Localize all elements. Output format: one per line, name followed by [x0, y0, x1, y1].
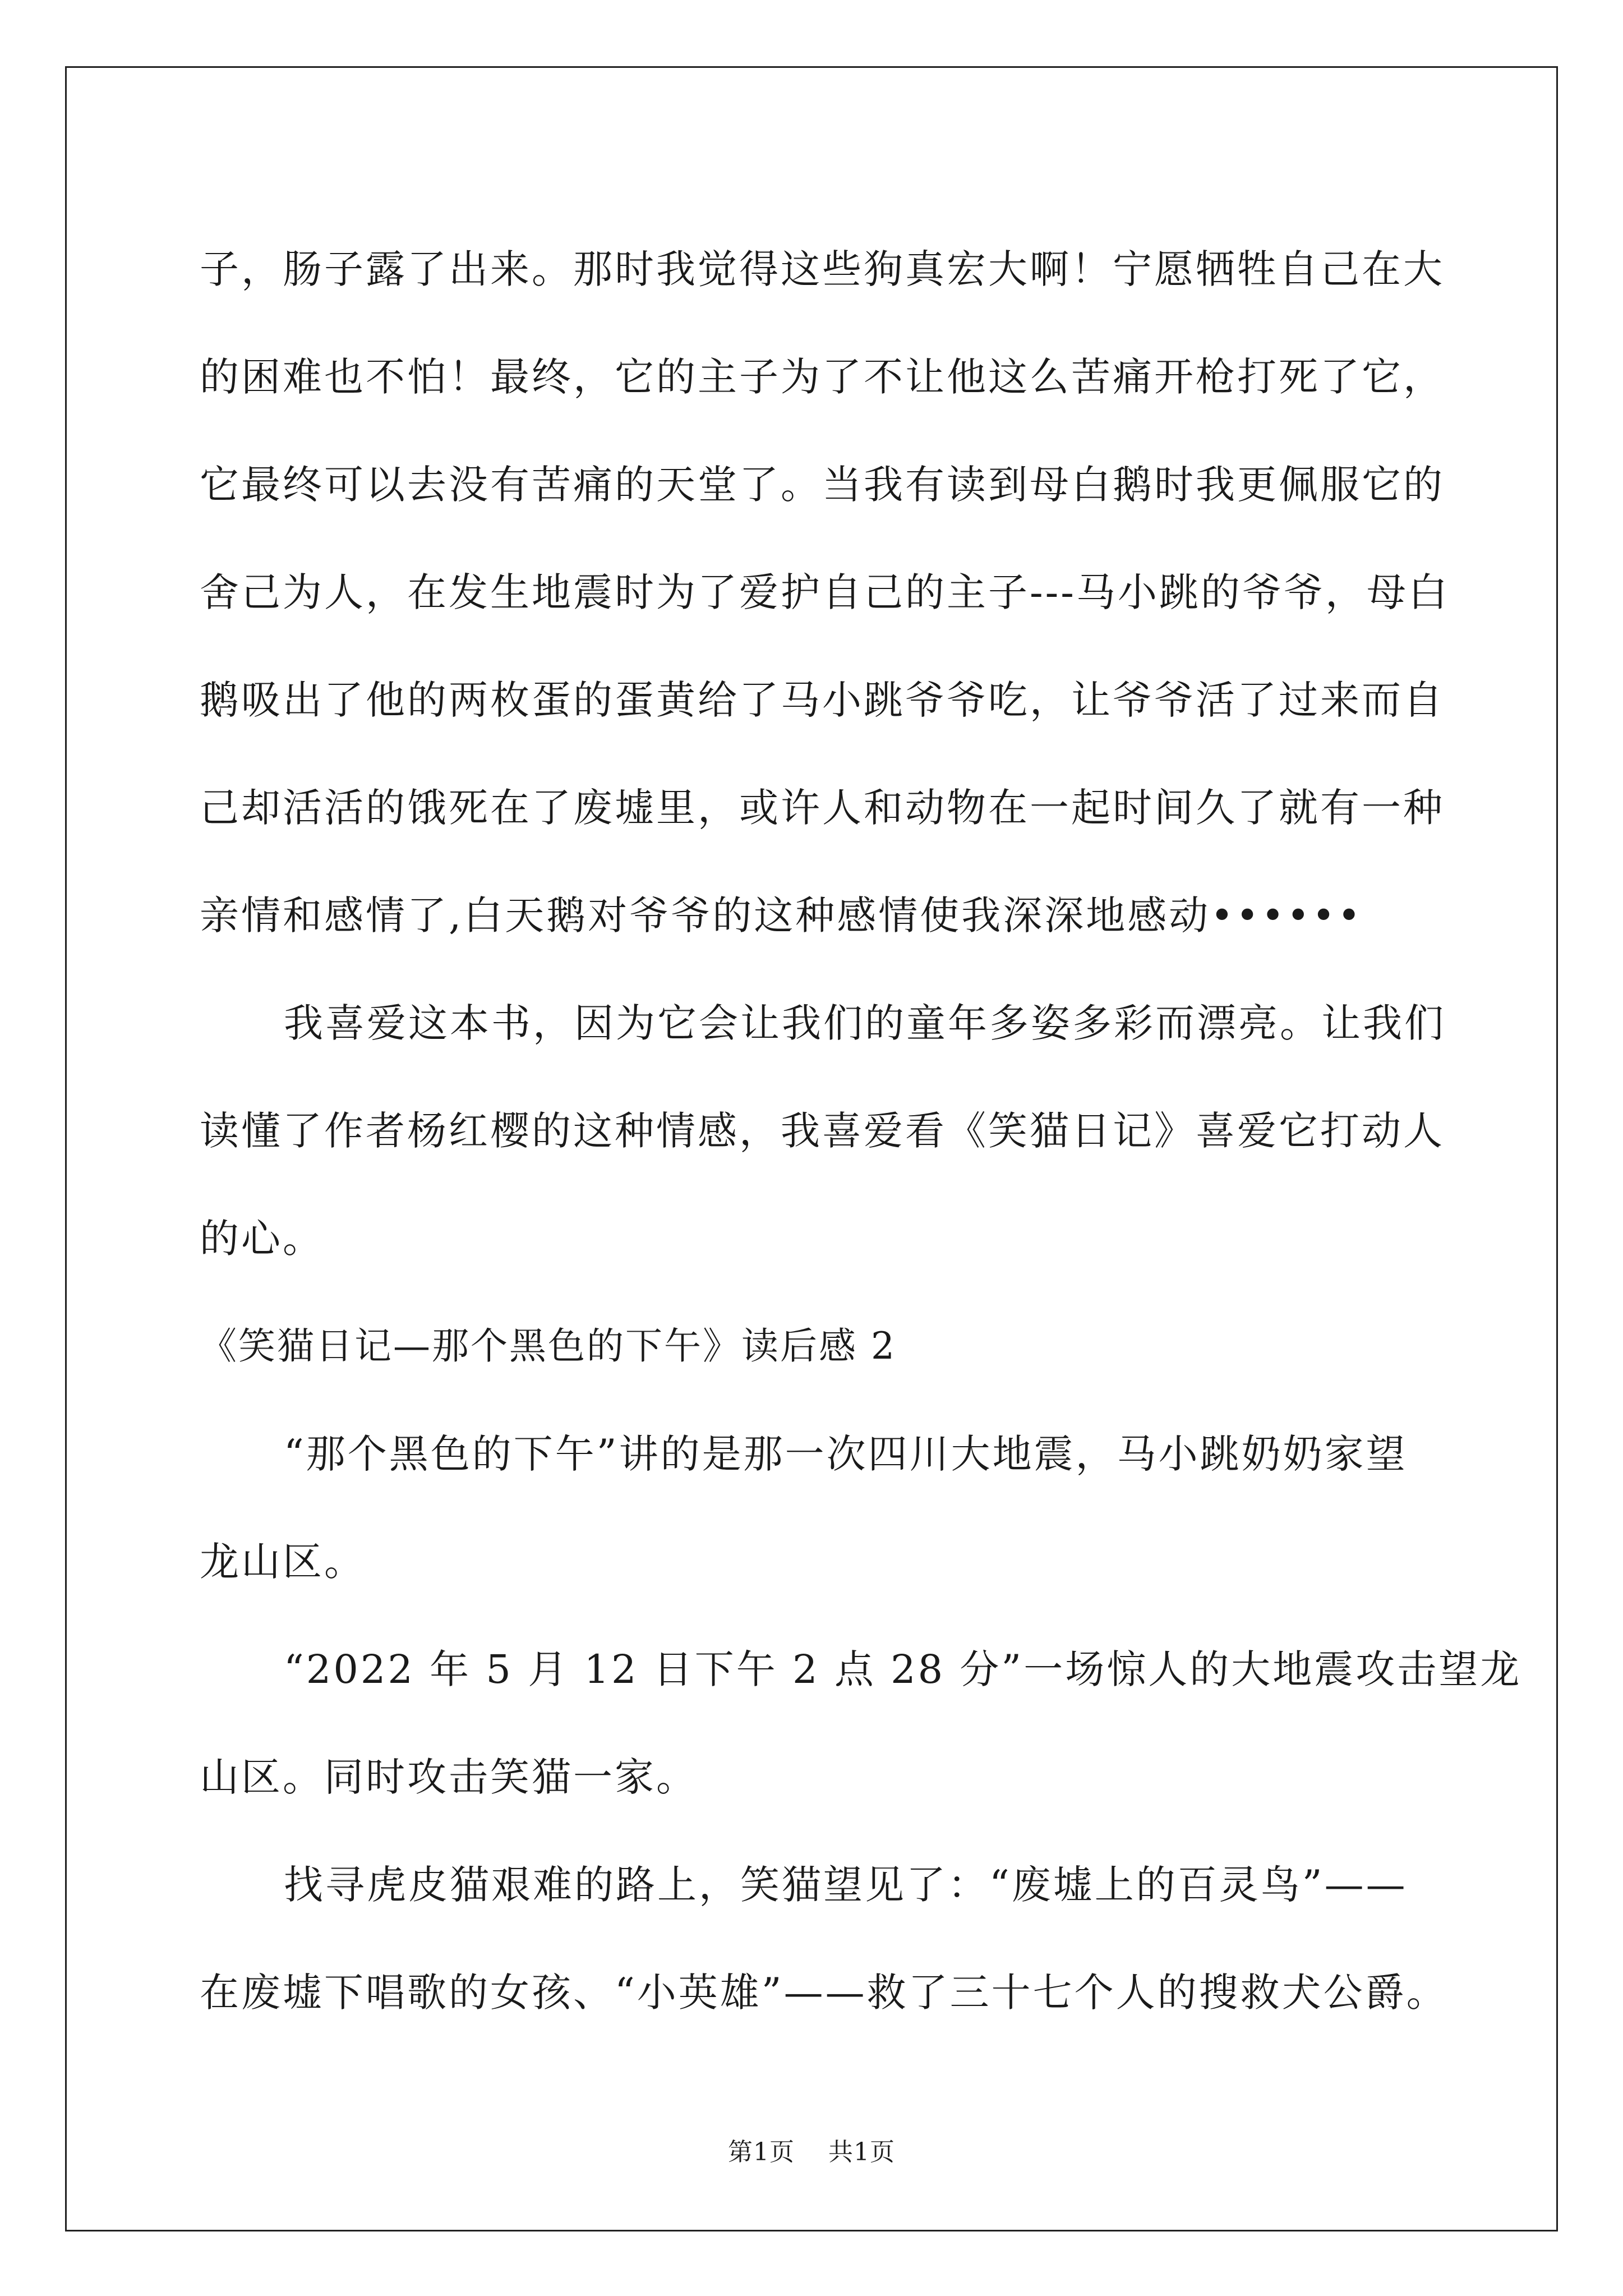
body-line: 鹅吸出了他的两枚蛋的蛋黄给了马小跳爷爷吃，让爷爷活了过来而自 — [200, 677, 1445, 723]
document-body — [200, 215, 1522, 2046]
paragraph-start-line: 找寻虎皮猫艰难的路上，笑猫望见了：“废墟上的百灵鸟”—— — [284, 1862, 1408, 1908]
body-line: 的心。 — [200, 1216, 324, 1262]
section-heading: 《笑猫日记—那个黑色的下午》读后感 2 — [200, 1324, 896, 1368]
body-line: 舍己为人，在发生地震时为了爱护自己的主子---马小跳的爷爷，母白 — [200, 569, 1450, 615]
body-line: 龙山区。 — [200, 1539, 366, 1585]
body-line: 在废墟下唱歌的女孩、“小英雄”——救了三十七个人的搜救犬公爵。 — [200, 1970, 1448, 2016]
body-line: 山区。同时攻击笑猫一家。 — [200, 1754, 698, 1800]
page-total: 共1页 — [828, 2138, 895, 2166]
paragraph-start-line: “那个黑色的下午”讲的是那一次四川大地震，马小跳奶奶家望 — [284, 1431, 1408, 1477]
body-line: 己却活活的饿死在了废墟里，或许人和动物在一起时间久了就有一种 — [200, 785, 1445, 831]
body-line: 子，肠子露了出来。那时我觉得这些狗真宏大啊！宁愿牺牲自己在大 — [200, 246, 1445, 292]
paragraph-start-line: 我喜爱这本书，因为它会让我们的童年多姿多彩而漂亮。让我们 — [284, 1000, 1446, 1046]
body-line: 的困难也不怕！最终，它的主子为了不让他这么苦痛开枪打死了它， — [200, 354, 1445, 400]
page-footer — [0, 2132, 1623, 2168]
body-line: 读懂了作者杨红樱的这种情感，我喜爱看《笑猫日记》喜爱它打动人 — [200, 1108, 1445, 1154]
body-line: 亲情和感情了,白天鹅对爷爷的这种感情使我深深地感动•••••• — [200, 892, 1363, 938]
body-line: 它最终可以去没有苦痛的天堂了。当我有读到母白鹅时我更佩服它的 — [200, 462, 1445, 508]
page-number: 第1页 — [728, 2138, 795, 2166]
paragraph-start-line: “2022 年 5 月 12 日下午 2 点 28 分”一场惊人的大地震攻击望龙 — [284, 1646, 1522, 1692]
